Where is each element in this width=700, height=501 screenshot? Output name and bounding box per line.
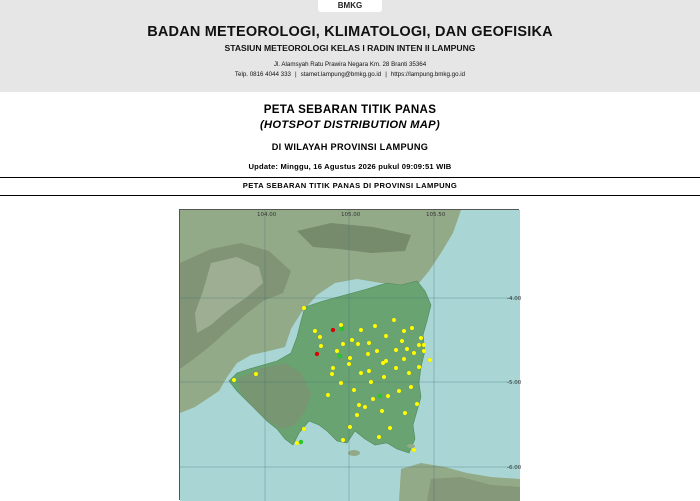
hotspot-low-confidence[interactable] xyxy=(359,371,363,375)
hotspot-low-confidence[interactable] xyxy=(363,405,367,409)
document-title-english: (HOTSPOT DISTRIBUTION MAP) xyxy=(260,119,440,131)
hotspot-low-confidence[interactable] xyxy=(295,441,299,445)
hotspot-low-confidence[interactable] xyxy=(254,372,258,376)
hotspot-low-confidence[interactable] xyxy=(417,365,421,369)
separator: | xyxy=(295,71,297,78)
hotspot-low-confidence[interactable] xyxy=(341,342,345,346)
hotspot-low-confidence[interactable] xyxy=(422,349,426,353)
hotspot-low-confidence[interactable] xyxy=(415,402,419,406)
hotspot-low-confidence[interactable] xyxy=(394,366,398,370)
hotspot-low-confidence[interactable] xyxy=(381,361,385,365)
hotspot-low-confidence[interactable] xyxy=(384,334,388,338)
map-canvas xyxy=(180,210,520,501)
hotspot-low-confidence[interactable] xyxy=(302,427,306,431)
hotspot-medium-confidence[interactable] xyxy=(299,440,303,444)
contact-line xyxy=(0,71,700,78)
hotspot-low-confidence[interactable] xyxy=(386,394,390,398)
hotspot-medium-confidence[interactable] xyxy=(338,354,342,358)
hotspot-low-confidence[interactable] xyxy=(313,329,317,333)
document-region: DI WILAYAH PROVINSI LAMPUNG xyxy=(271,142,429,152)
hotspot-low-confidence[interactable] xyxy=(359,328,363,332)
website-link[interactable]: https://lampung.bmkg.go.id xyxy=(390,71,466,78)
hotspot-low-confidence[interactable] xyxy=(412,448,416,452)
hotspot-low-confidence[interactable] xyxy=(367,369,371,373)
email-link[interactable]: stamet.lampung@bmkg.go.id xyxy=(300,71,382,78)
hotspot-low-confidence[interactable] xyxy=(348,356,352,360)
hotspot-low-confidence[interactable] xyxy=(428,358,432,362)
hotspot-low-confidence[interactable] xyxy=(409,385,413,389)
hotspot-low-confidence[interactable] xyxy=(422,343,426,347)
hotspot-low-confidence[interactable] xyxy=(331,366,335,370)
organization-name: BADAN METEOROLOGI, KLIMATOLOGI, DAN GEOFISIKA xyxy=(147,24,553,40)
hotspot-low-confidence[interactable] xyxy=(388,426,392,430)
hotspot-low-confidence[interactable] xyxy=(375,349,379,353)
hotspot-low-confidence[interactable] xyxy=(403,411,407,415)
hotspot-low-confidence[interactable] xyxy=(326,393,330,397)
divider-bottom xyxy=(0,195,700,196)
hotspot-low-confidence[interactable] xyxy=(352,388,356,392)
letterhead xyxy=(0,0,700,92)
hotspot-medium-confidence[interactable] xyxy=(378,394,382,398)
hotspot-low-confidence[interactable] xyxy=(410,326,414,330)
hotspot-low-confidence[interactable] xyxy=(341,438,345,442)
hotspot-low-confidence[interactable] xyxy=(392,318,396,322)
lat-tick-label: -5.00 xyxy=(507,380,522,386)
hotspot-low-confidence[interactable] xyxy=(397,389,401,393)
hotspot-low-confidence[interactable] xyxy=(366,352,370,356)
hotspot-low-confidence[interactable] xyxy=(407,371,411,375)
hotspot-map[interactable] xyxy=(179,209,522,500)
island xyxy=(348,450,360,456)
address: Jl. Alamsyah Ratu Prawira Negara Km. 28 Branti 35364 xyxy=(273,61,427,68)
hotspot-low-confidence[interactable] xyxy=(347,362,351,366)
map-heading: PETA SEBARAN TITIK PANAS DI PROVINSI LAMPUNG xyxy=(242,181,458,190)
hotspot-low-confidence[interactable] xyxy=(330,372,334,376)
lat-tick-label: -6.00 xyxy=(507,465,522,471)
hotspot-low-confidence[interactable] xyxy=(339,381,343,385)
bmkg-logo: BMKG xyxy=(318,0,382,12)
hotspot-low-confidence[interactable] xyxy=(382,375,386,379)
lon-tick-label: 104.00 xyxy=(257,212,277,218)
hotspot-low-confidence[interactable] xyxy=(318,335,322,339)
hotspot-low-confidence[interactable] xyxy=(350,338,354,342)
hotspot-low-confidence[interactable] xyxy=(405,347,409,351)
hotspot-low-confidence[interactable] xyxy=(417,343,421,347)
hotspot-high-confidence[interactable] xyxy=(315,352,319,356)
hotspot-low-confidence[interactable] xyxy=(371,397,375,401)
island xyxy=(407,444,415,448)
hotspot-low-confidence[interactable] xyxy=(400,339,404,343)
lon-tick-label: 105.00 xyxy=(341,212,361,218)
hotspot-low-confidence[interactable] xyxy=(412,351,416,355)
hotspot-low-confidence[interactable] xyxy=(357,403,361,407)
hotspot-low-confidence[interactable] xyxy=(402,357,406,361)
divider-top xyxy=(0,177,700,178)
hotspot-low-confidence[interactable] xyxy=(302,306,306,310)
hotspot-low-confidence[interactable] xyxy=(373,324,377,328)
update-timestamp: Update: Minggu, 16 Agustus 2026 pukul 09:09:51 WIB xyxy=(248,162,452,171)
hotspot-low-confidence[interactable] xyxy=(377,435,381,439)
lon-tick-label: 105.50 xyxy=(426,212,446,218)
separator: | xyxy=(385,71,387,78)
station-name: STASIUN METEOROLOGI KELAS I RADIN INTEN II LAMPUNG xyxy=(224,43,476,53)
lat-tick-label: -4.00 xyxy=(507,296,522,302)
hotspot-low-confidence[interactable] xyxy=(335,349,339,353)
hotspot-medium-confidence[interactable] xyxy=(340,327,344,331)
hotspot-low-confidence[interactable] xyxy=(319,344,323,348)
hotspot-low-confidence[interactable] xyxy=(355,413,359,417)
document-title: PETA SEBARAN TITIK PANAS xyxy=(263,103,437,116)
hotspot-high-confidence[interactable] xyxy=(331,328,335,332)
hotspot-low-confidence[interactable] xyxy=(380,409,384,413)
hotspot-low-confidence[interactable] xyxy=(402,329,406,333)
hotspot-low-confidence[interactable] xyxy=(369,380,373,384)
hotspot-low-confidence[interactable] xyxy=(367,341,371,345)
hotspot-low-confidence[interactable] xyxy=(339,323,343,327)
hotspot-low-confidence[interactable] xyxy=(394,348,398,352)
hotspot-low-confidence[interactable] xyxy=(419,336,423,340)
hotspot-low-confidence[interactable] xyxy=(356,342,360,346)
hotspot-low-confidence[interactable] xyxy=(232,378,236,382)
phone-number: Telp. 0816 4044 333 xyxy=(234,71,291,78)
hotspot-low-confidence[interactable] xyxy=(348,425,352,429)
